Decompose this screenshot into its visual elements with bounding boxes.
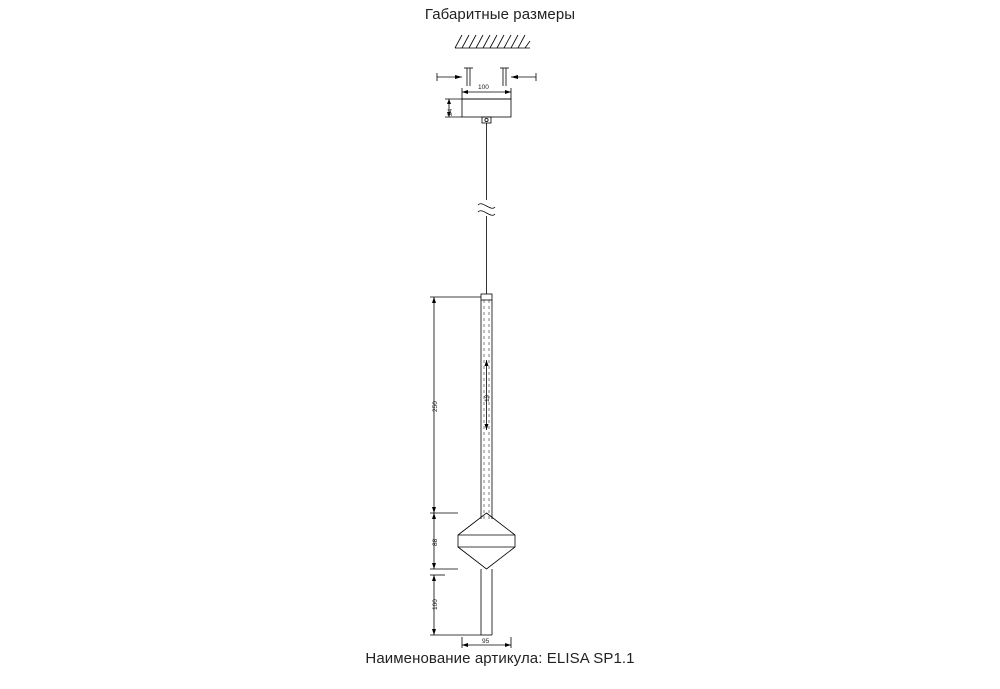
ceiling-hatch bbox=[455, 35, 530, 48]
dim-label-bottom-length: 100 bbox=[432, 599, 439, 610]
page-title: Габаритные размеры bbox=[424, 6, 576, 23]
canopy-plate bbox=[462, 99, 511, 123]
dim-label-diffuser-height: 88 bbox=[432, 538, 439, 546]
hexagon-diffuser bbox=[458, 513, 515, 569]
dim-label-canopy-width: 100 bbox=[478, 84, 489, 91]
lamp-rod-cap bbox=[481, 294, 492, 300]
article-caption: Наименование артикула: ELISA SP1.1 bbox=[365, 650, 635, 667]
top-dimension-line bbox=[437, 73, 536, 81]
dim-label-rod-length: 250 bbox=[432, 401, 439, 412]
dim-label-rod-inner: 19 bbox=[484, 394, 491, 402]
suspension-cable bbox=[478, 123, 495, 294]
lower-rod bbox=[481, 569, 492, 635]
dim-label-base-width: 95 bbox=[482, 638, 490, 645]
dim-label-canopy-height: 24 bbox=[447, 108, 454, 116]
